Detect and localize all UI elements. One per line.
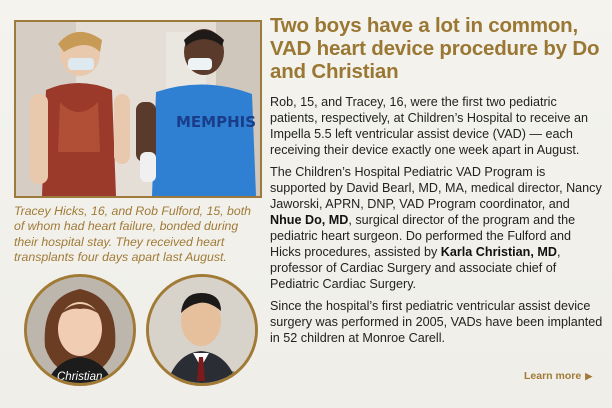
shirt-text: MEMPHIS <box>176 113 257 131</box>
paragraph-3: Since the hospital’s first pediatric ventricular assist device surgery was performed in 2005, VADs have been implanted in 52 children at Monroe Carell. <box>270 299 603 345</box>
do-photo <box>149 277 255 383</box>
paragraph-1: Rob, 15, and Tracey, 16, were the first two pediatric patients, respectively, at Children’s Hospital to receive an Impella 5.5 left ventricular assist device (VAD) — each receiving their device exactly one week apart in August. <box>270 95 589 157</box>
do-portrait <box>146 274 258 386</box>
play-arrow-icon: ▶ <box>585 371 593 381</box>
paragraph-2-part-2: , surgical director of the program and the pediatric heart surgeon. Do performed the Fulford and Hicks procedures, assisted by <box>270 213 576 259</box>
christian-photo <box>27 277 133 383</box>
christian-label: Christian <box>57 371 103 383</box>
learn-more-link[interactable] <box>524 370 592 382</box>
name-do: Nhue Do, MD <box>270 213 349 227</box>
paragraph-2-part-1: The Children’s Hospital Pediatric VAD Program is supported by David Bearl, MD, MA, medical director, Nancy Jaworski, APRN, DNP, VAD Program coordinator, and <box>270 165 602 211</box>
christian-portrait <box>24 274 136 386</box>
article-headline: Two boys have a lot in common, VAD heart device procedure by Do and Christian <box>270 14 600 83</box>
photo-caption: Tracey Hicks, 16, and Rob Fulford, 15, both of whom had heart failure, bonded during their hospital stay. They received heart transplants four days apart last August. <box>14 204 251 264</box>
patients-photo <box>14 20 262 198</box>
article-body <box>270 94 604 352</box>
do-label: Do <box>221 369 236 381</box>
name-christian: Karla Christian, MD <box>440 245 557 259</box>
learn-more-label: Learn more <box>524 370 582 382</box>
patients-photo-illustration <box>16 22 260 196</box>
paragraph-2-part-3: , professor of Cardiac Surgery and associate chief of Pediatric Cardiac Surgery. <box>270 245 561 291</box>
paragraph-2 <box>270 164 604 292</box>
